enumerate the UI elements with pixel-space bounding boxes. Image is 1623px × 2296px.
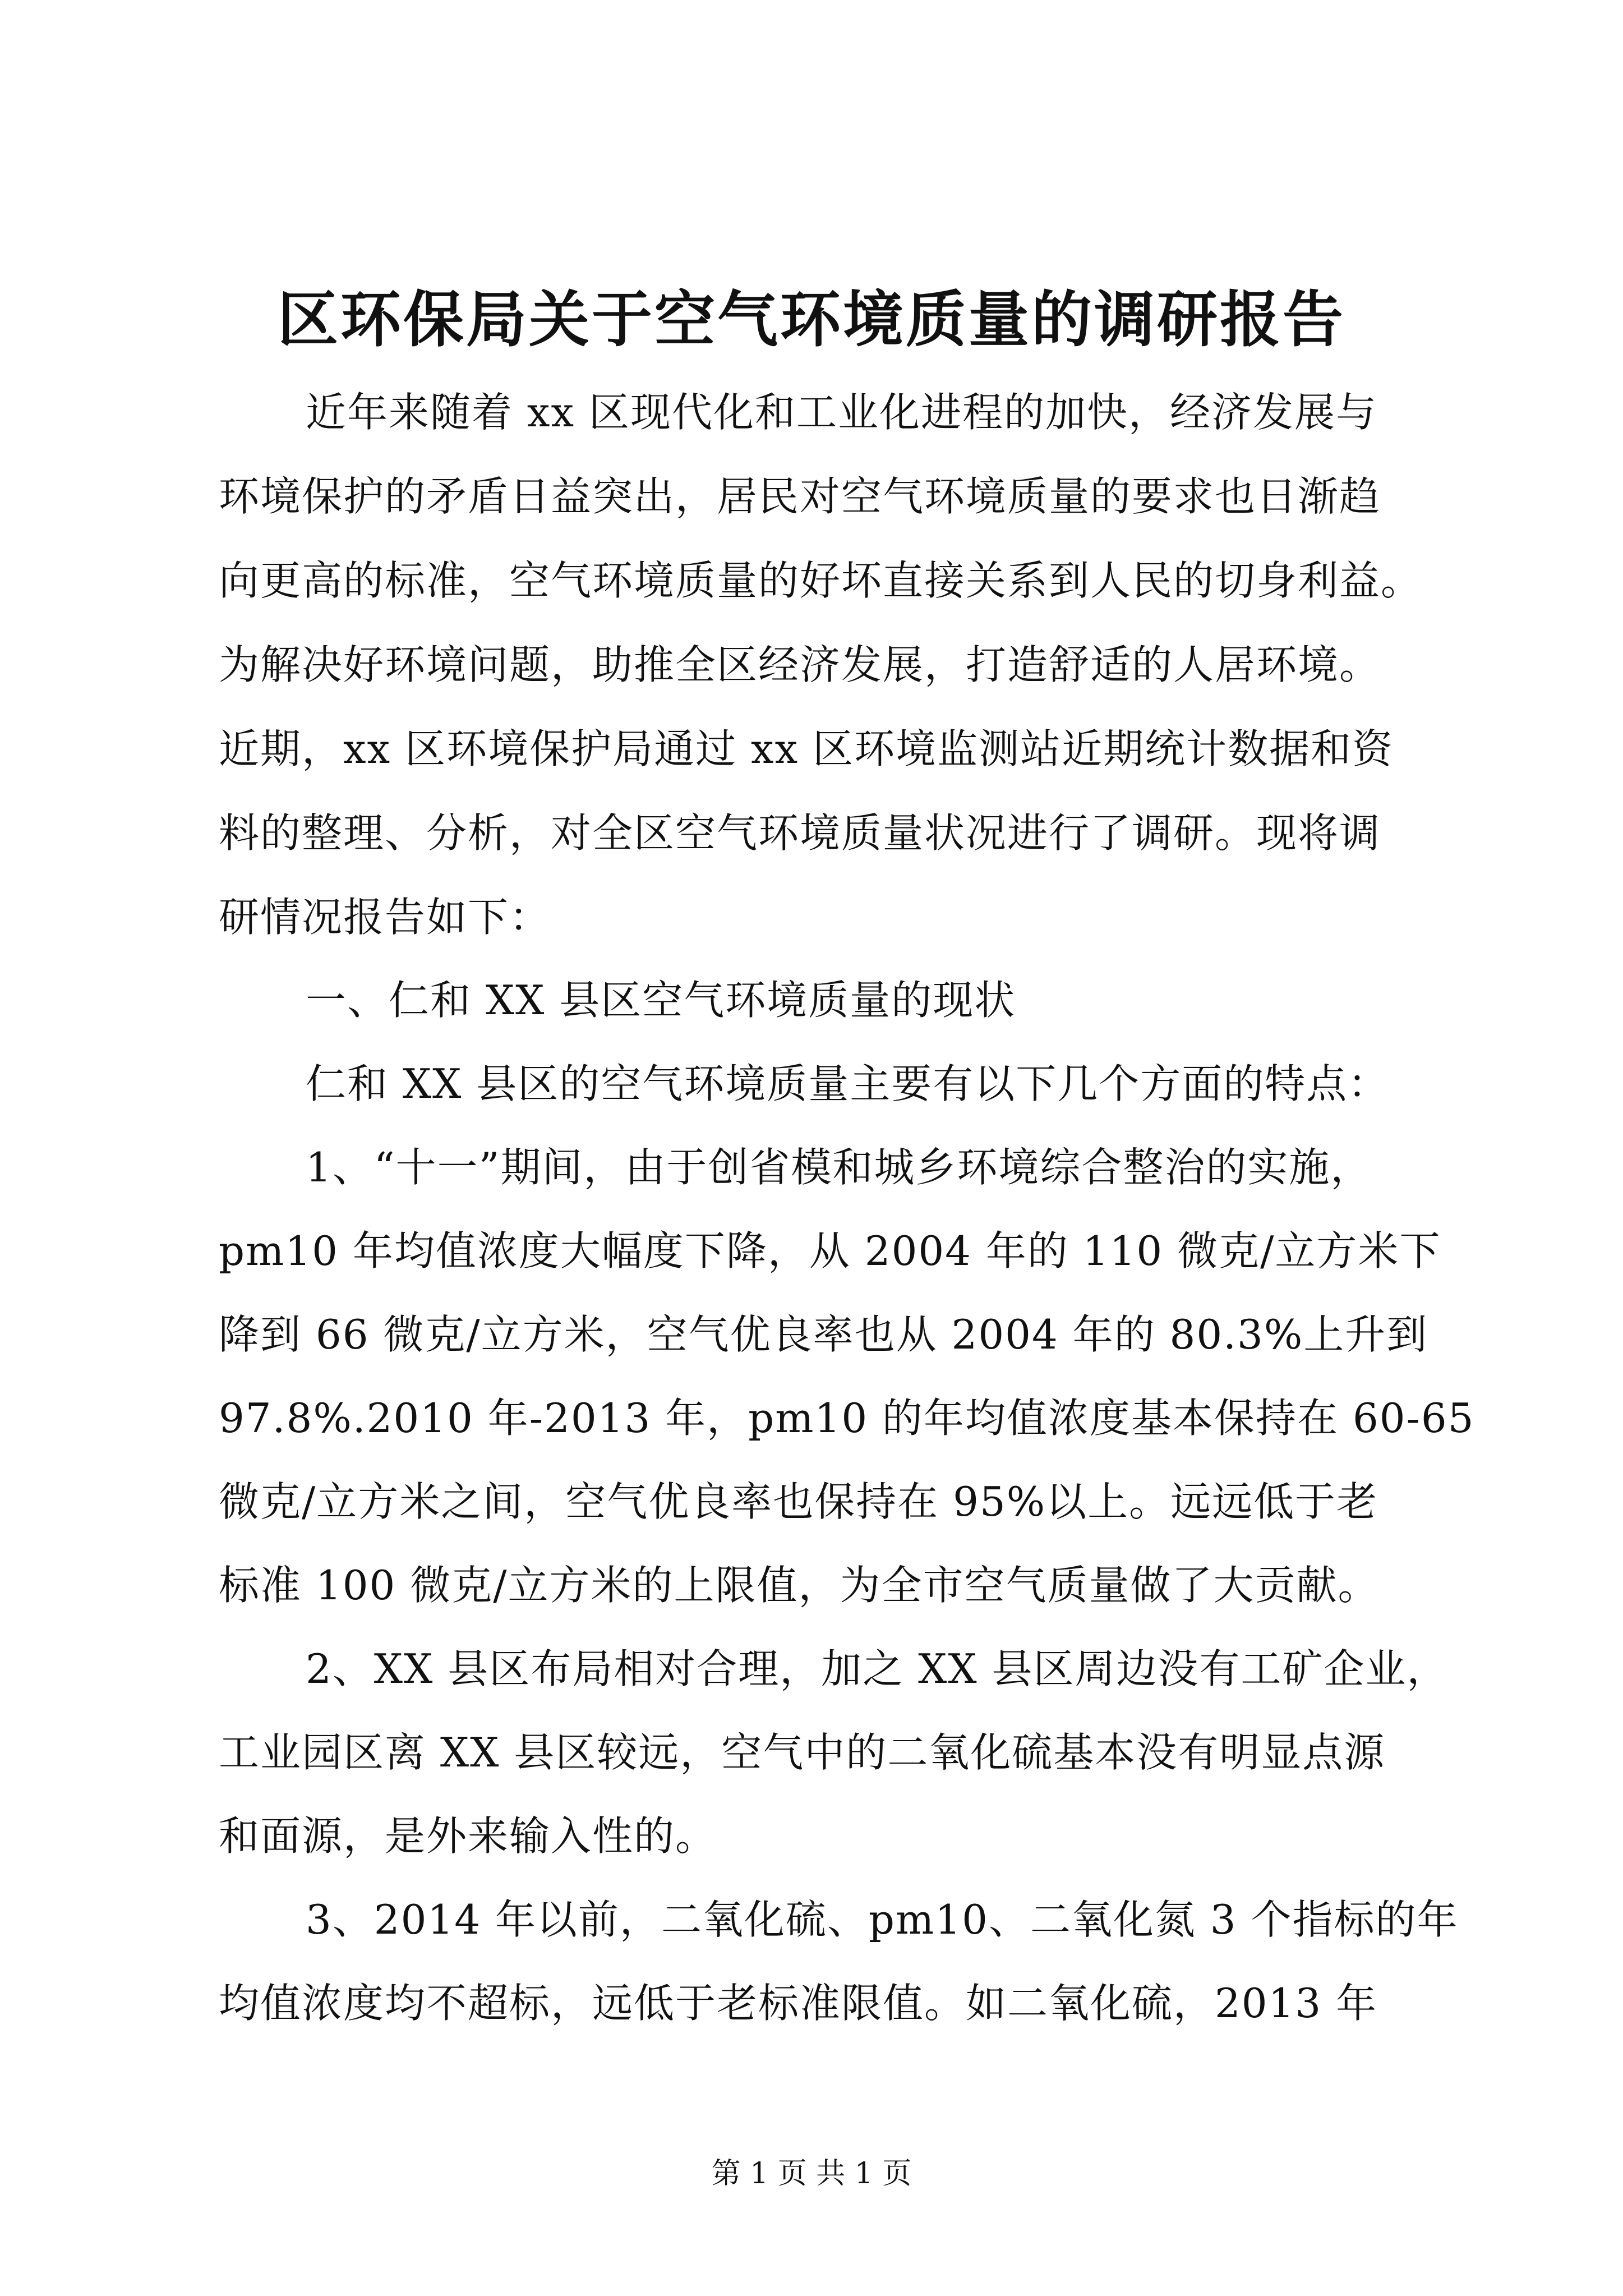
paragraph-line: 降到 66 微克/立方米，空气优良率也从 2004 年的 80.3%上升到 [219,1311,1428,1358]
section-heading: 一、仁和 XX 县区空气环境质量的现状 [306,977,1016,1024]
paragraph-line: 仁和 XX 县区的空气环境质量主要有以下几个方面的特点： [306,1060,1390,1107]
paragraph-line: 工业园区离 XX 县区较远，空气中的二氧化硫基本没有明显点源 [219,1729,1386,1776]
paragraph-line: 向更高的标准，空气环境质量的好坏直接关系到人民的切身利益。 [219,557,1423,604]
paragraph-line: 2、XX 县区布局相对合理，加之 XX 县区周边没有工矿企业， [306,1645,1449,1692]
paragraph-line: 环境保护的矛盾日益突出，居民对空气环境质量的要求也日渐趋 [219,473,1381,520]
paragraph-line: 近年来随着 xx 区现代化和工业化进程的加快，经济发展与 [306,389,1377,436]
paragraph-line: 均值浓度均不超标，远低于老标准限值。如二氧化硫，2013 年 [219,1980,1378,2027]
paragraph-line: 1、“十一”期间，由于创省模和城乡环境综合整治的实施， [306,1144,1372,1191]
paragraph-line: 3、2014 年以前，二氧化硫、pm10、二氧化氮 3 个指标的年 [306,1896,1459,1943]
paragraph-line: 和面源，是外来输入性的。 [219,1812,717,1860]
paragraph-line: pm10 年均值浓度大幅度下降，从 2004 年的 110 微克/立方米下 [219,1227,1441,1274]
paragraph-line: 微克/立方米之间，空气优良率也保持在 95%以上。远远低于老 [219,1478,1378,1525]
paragraph-line: 97.8%.2010 年-2013 年，pm10 的年均值浓度基本保持在 60-65 [219,1395,1475,1442]
paragraph-line: 标准 100 微克/立方米的上限值，为全市空气质量做了大贡献。 [219,1562,1380,1609]
paragraph-line: 为解决好环境问题，助推全区经济发展，打造舒适的人居环境。 [219,641,1381,688]
paragraph-line: 近期，xx 区环境保护局通过 xx 区环境监测站近期统计数据和资 [219,725,1394,772]
paragraph-line: 研情况报告如下： [219,894,551,941]
paragraph-line: 料的整理、分析，对全区空气环境质量状况进行了调研。现将调 [219,809,1381,857]
document-title: 区环保局关于空气环境质量的调研报告 [277,284,1345,355]
page-footer: 第 1 页 共 1 页 [711,2157,912,2191]
